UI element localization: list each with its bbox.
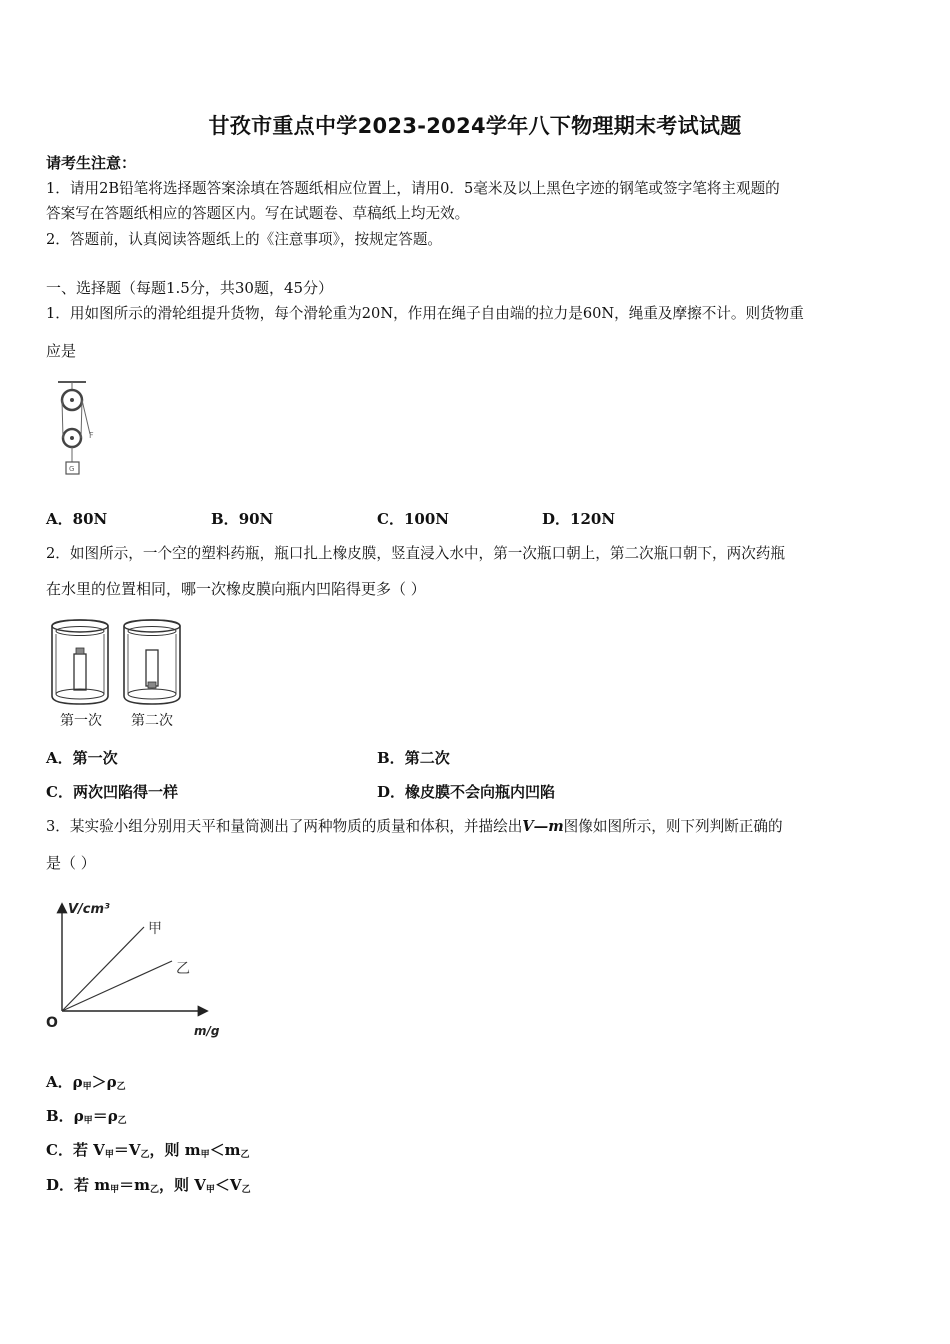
q3-d-s1: 甲 <box>110 1185 120 1195</box>
q3-option-a[interactable] <box>46 1071 126 1092</box>
q3-a-s1: 甲 <box>82 1082 92 1092</box>
q3-stem-line-1 <box>46 815 783 836</box>
q2-option-b[interactable] <box>377 747 450 768</box>
q1-option-d[interactable] <box>542 508 615 529</box>
q2-option-a[interactable] <box>46 747 118 768</box>
q3-a-t2: ＞ρ <box>91 1073 117 1091</box>
notice-heading: 请考生注意： <box>46 154 137 172</box>
q3-option-d-label: D． <box>46 1176 75 1194</box>
q3-c-s1: 甲 <box>104 1150 114 1160</box>
q3-b-t1: ρ <box>73 1107 84 1125</box>
beaker-second <box>124 620 180 704</box>
q1-option-b-text: 90N <box>238 510 274 528</box>
q2-option-a-label: A． <box>46 749 73 767</box>
q3-option-a-label: A． <box>46 1073 73 1091</box>
q1-option-a[interactable] <box>46 508 107 529</box>
q2-bottle-figure <box>46 614 186 710</box>
q3-vm-graph <box>44 893 224 1043</box>
q1-option-c-text: 100N <box>403 510 449 528</box>
q3-c-s4: 乙 <box>240 1150 250 1160</box>
q3-b-t2: ＝ρ <box>92 1107 118 1125</box>
svg-text:G: G <box>69 465 75 473</box>
q3-d-t1: 若 m <box>74 1176 111 1194</box>
q3-d-t4: ＜V <box>214 1176 242 1194</box>
q3-c-s2: 乙 <box>140 1150 150 1160</box>
q3-stem-part-1: 3．某实验小组分别用天平和量筒测出了两种物质的质量和体积，并描绘出 <box>46 818 523 835</box>
q2-option-c[interactable] <box>46 781 178 802</box>
q2-option-c-text: 两次凹陷得一样 <box>72 783 178 801</box>
q3-stem-vm: V—m <box>522 818 564 835</box>
q2-option-a-text: 第一次 <box>72 749 118 767</box>
line-jia <box>62 927 144 1011</box>
q2-option-d-label: D． <box>377 783 406 801</box>
q3-stem-part-2: 图像如图所示，则下列判断正确的 <box>563 818 783 835</box>
q3-d-t2: ＝m <box>119 1176 151 1194</box>
q3-option-b-label: B． <box>46 1107 74 1125</box>
notice-line-1b: 答案写在答题纸相应的答题区内。写在试题卷、草稿纸上均无效。 <box>46 205 470 222</box>
q3-c-s3: 甲 <box>200 1150 210 1160</box>
q1-option-a-text: 80N <box>72 510 108 528</box>
origin-label: O <box>46 1015 58 1031</box>
q1-option-d-label: D． <box>542 510 571 528</box>
q3-c-t3: ，则 m <box>149 1141 201 1159</box>
q3-b-s2: 乙 <box>117 1116 127 1126</box>
notice-line-2: 2．答题前，认真阅读答题纸上的《注意事项》，按规定答题。 <box>46 231 443 248</box>
q3-a-t1: ρ <box>72 1073 83 1091</box>
q2-option-d-text: 橡皮膜不会向瓶内凹陷 <box>405 783 556 801</box>
line-jia-label: 甲 <box>148 921 162 937</box>
q3-d-s4: 乙 <box>241 1185 251 1195</box>
q3-stem-line-2: 是（ ） <box>46 854 96 872</box>
q3-c-t1: 若 V <box>72 1141 105 1159</box>
q1-stem-line-1: 1．用如图所示的滑轮组提升货物，每个滑轮重为20N，作用在绳子自由端的拉力是60N，绳重及摩擦不计。则货物重 <box>46 305 804 322</box>
q1-pulley-figure <box>52 378 112 478</box>
page-title: 甘孜市重点中学2023-2024学年八下物理期末考试试题 <box>208 114 742 138</box>
q3-d-s2: 乙 <box>150 1185 160 1195</box>
beaker-first <box>52 620 108 704</box>
q1-option-a-label: A． <box>46 510 73 528</box>
q3-d-s3: 甲 <box>205 1185 215 1195</box>
line-yi-label: 乙 <box>176 961 190 977</box>
q2-fig-label-first: 第一次 <box>60 713 102 729</box>
q3-option-d[interactable] <box>46 1174 251 1195</box>
q2-option-c-label: C． <box>46 783 73 801</box>
q2-stem-line-2: 在水里的位置相同，哪一次橡皮膜向瓶内凹陷得更多（ ） <box>46 580 426 598</box>
q2-option-d[interactable] <box>377 781 555 802</box>
q3-option-b[interactable] <box>46 1105 127 1126</box>
q3-option-c-label: C． <box>46 1141 73 1159</box>
notice-line-1a: 1．请用2B铅笔将选择题答案涂填在答题纸相应位置上，请用0．5毫米及以上黑色字迹的钢笔或签字笔将主观题的 <box>46 180 780 197</box>
y-axis-label: V/cm³ <box>68 902 110 917</box>
q1-option-b[interactable] <box>211 508 273 529</box>
q3-d-t3: ，则 V <box>159 1176 206 1194</box>
section-heading: 一、选择题（每题1.5分，共30题，45分） <box>46 279 334 297</box>
q2-fig-label-second: 第二次 <box>131 713 173 729</box>
line-yi <box>62 961 172 1011</box>
q3-b-s1: 甲 <box>83 1116 93 1126</box>
q3-a-s2: 乙 <box>116 1082 126 1092</box>
q3-c-t2: ＝V <box>113 1141 141 1159</box>
q2-stem-line-1: 2．如图所示，一个空的塑料药瓶，瓶口扎上橡皮膜，竖直浸入水中，第一次瓶口朝上，第二次瓶口朝下，两次药瓶 <box>46 545 785 562</box>
q3-c-t4: ＜m <box>209 1141 241 1159</box>
q1-option-b-label: B． <box>211 510 239 528</box>
q1-stem-line-2: 应是 <box>46 342 77 360</box>
q1-option-d-text: 120N <box>570 510 616 528</box>
q2-option-b-text: 第二次 <box>404 749 450 767</box>
q3-option-c[interactable] <box>46 1139 250 1160</box>
x-axis-label: m/g <box>194 1024 220 1038</box>
q1-option-c-label: C． <box>377 510 404 528</box>
q2-option-b-label: B． <box>377 749 405 767</box>
svg-text:F: F <box>89 431 94 440</box>
q1-option-c[interactable] <box>377 508 449 529</box>
